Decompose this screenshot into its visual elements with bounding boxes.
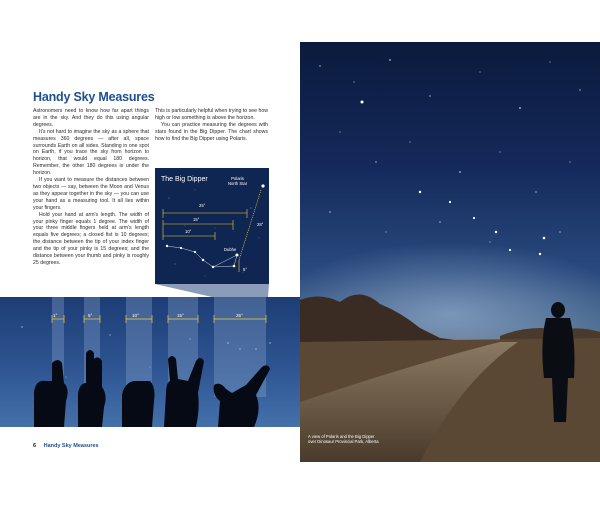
deg-28-label: 28° <box>257 222 264 227</box>
footer-title: Handy Sky Measures <box>43 443 99 449</box>
text-column-1 <box>33 108 149 267</box>
big-dipper-chart <box>155 168 269 284</box>
fist-hand <box>122 381 155 427</box>
star <box>233 265 236 268</box>
paragraph: Astronomers need to know how far apart things are in the sky. And they do this using angular degrees. <box>33 108 149 128</box>
hand-label-5: 5° <box>88 313 93 318</box>
hand-label-15: 15° <box>177 313 184 318</box>
light-columns <box>52 297 266 397</box>
section-heading: Handy Sky Measures <box>33 90 155 104</box>
caption-line-1: A view of Polaris and the Big Dipper <box>308 434 375 439</box>
hands-measure-strip <box>0 297 300 427</box>
hand-label-25: 25° <box>236 313 243 318</box>
star <box>194 251 196 253</box>
page-number: 6 <box>33 443 37 449</box>
background-stars <box>169 190 260 277</box>
star <box>180 247 182 249</box>
dipper-stars <box>166 184 265 268</box>
star <box>202 259 204 261</box>
photo-scene <box>300 42 600 462</box>
text-column-2 <box>155 108 268 143</box>
pinky-hand <box>34 360 68 427</box>
three-finger-hand <box>78 350 106 427</box>
polaris-star <box>261 184 264 187</box>
paragraph: It's not hard to imagine the sky as a sphere that measures 360 degrees — after all, space surrounds Earth on all sides. Standing in one spot on Earth, if you trace the sky from horizon to horizon, that would equal 180 degrees. Remember, the other 180 degrees is under the horizon. <box>33 128 149 177</box>
polaris-text: Polaris <box>231 176 244 181</box>
deg-15-label: 15° <box>193 217 200 222</box>
hand-label-10: 10° <box>132 313 139 318</box>
big-dipper-diagram <box>155 168 269 284</box>
caption-line-2: over Dinosaur Provincial Park, Alberta <box>308 439 379 445</box>
deg-5-label: 5° <box>243 267 248 272</box>
night-sky-photo <box>300 42 600 462</box>
paragraph: This is particularly helpful when trying to see how high or low something is above the horizon. <box>155 108 268 121</box>
page-footer <box>33 443 99 449</box>
hand-label-1: 1° <box>53 313 58 318</box>
dubhe-label: Dubhe <box>224 247 237 252</box>
paragraph: If you want to measure the distances between two objects — say, between the Moon and Venus as they appear together in the sky — you can use your hand as a measuring tool. It all lies within your fingers. <box>33 177 149 211</box>
star <box>212 266 214 268</box>
dubhe-star <box>236 254 239 257</box>
paragraph: You can practice measuring the degrees with stars found in the Big Dipper. The chart shows how to find the Big Dipper using Polaris. <box>155 121 268 142</box>
star <box>166 245 168 247</box>
deg-25-label: 25° <box>199 203 206 208</box>
photo-caption <box>308 434 379 444</box>
deg-10-label: 10° <box>185 229 192 234</box>
north-star-text: North Star <box>228 181 248 186</box>
measure-lines <box>163 190 264 272</box>
hands-illustration <box>0 297 300 427</box>
paragraph: Hold your hand at arm's length. The width of your pinky finger equals 1 degree. The width of your three middle fingers held at arm's length equals five degrees; a closed fist is 10 degrees; the distance between the tip of your index finger and the tip of your pinky is 15 degrees; and the distance between your thumb and pinky is roughly 25 degrees. <box>33 211 149 266</box>
photo-stars <box>319 59 580 255</box>
chart-title: The Big Dipper <box>161 176 208 183</box>
polaris-label <box>228 176 247 186</box>
